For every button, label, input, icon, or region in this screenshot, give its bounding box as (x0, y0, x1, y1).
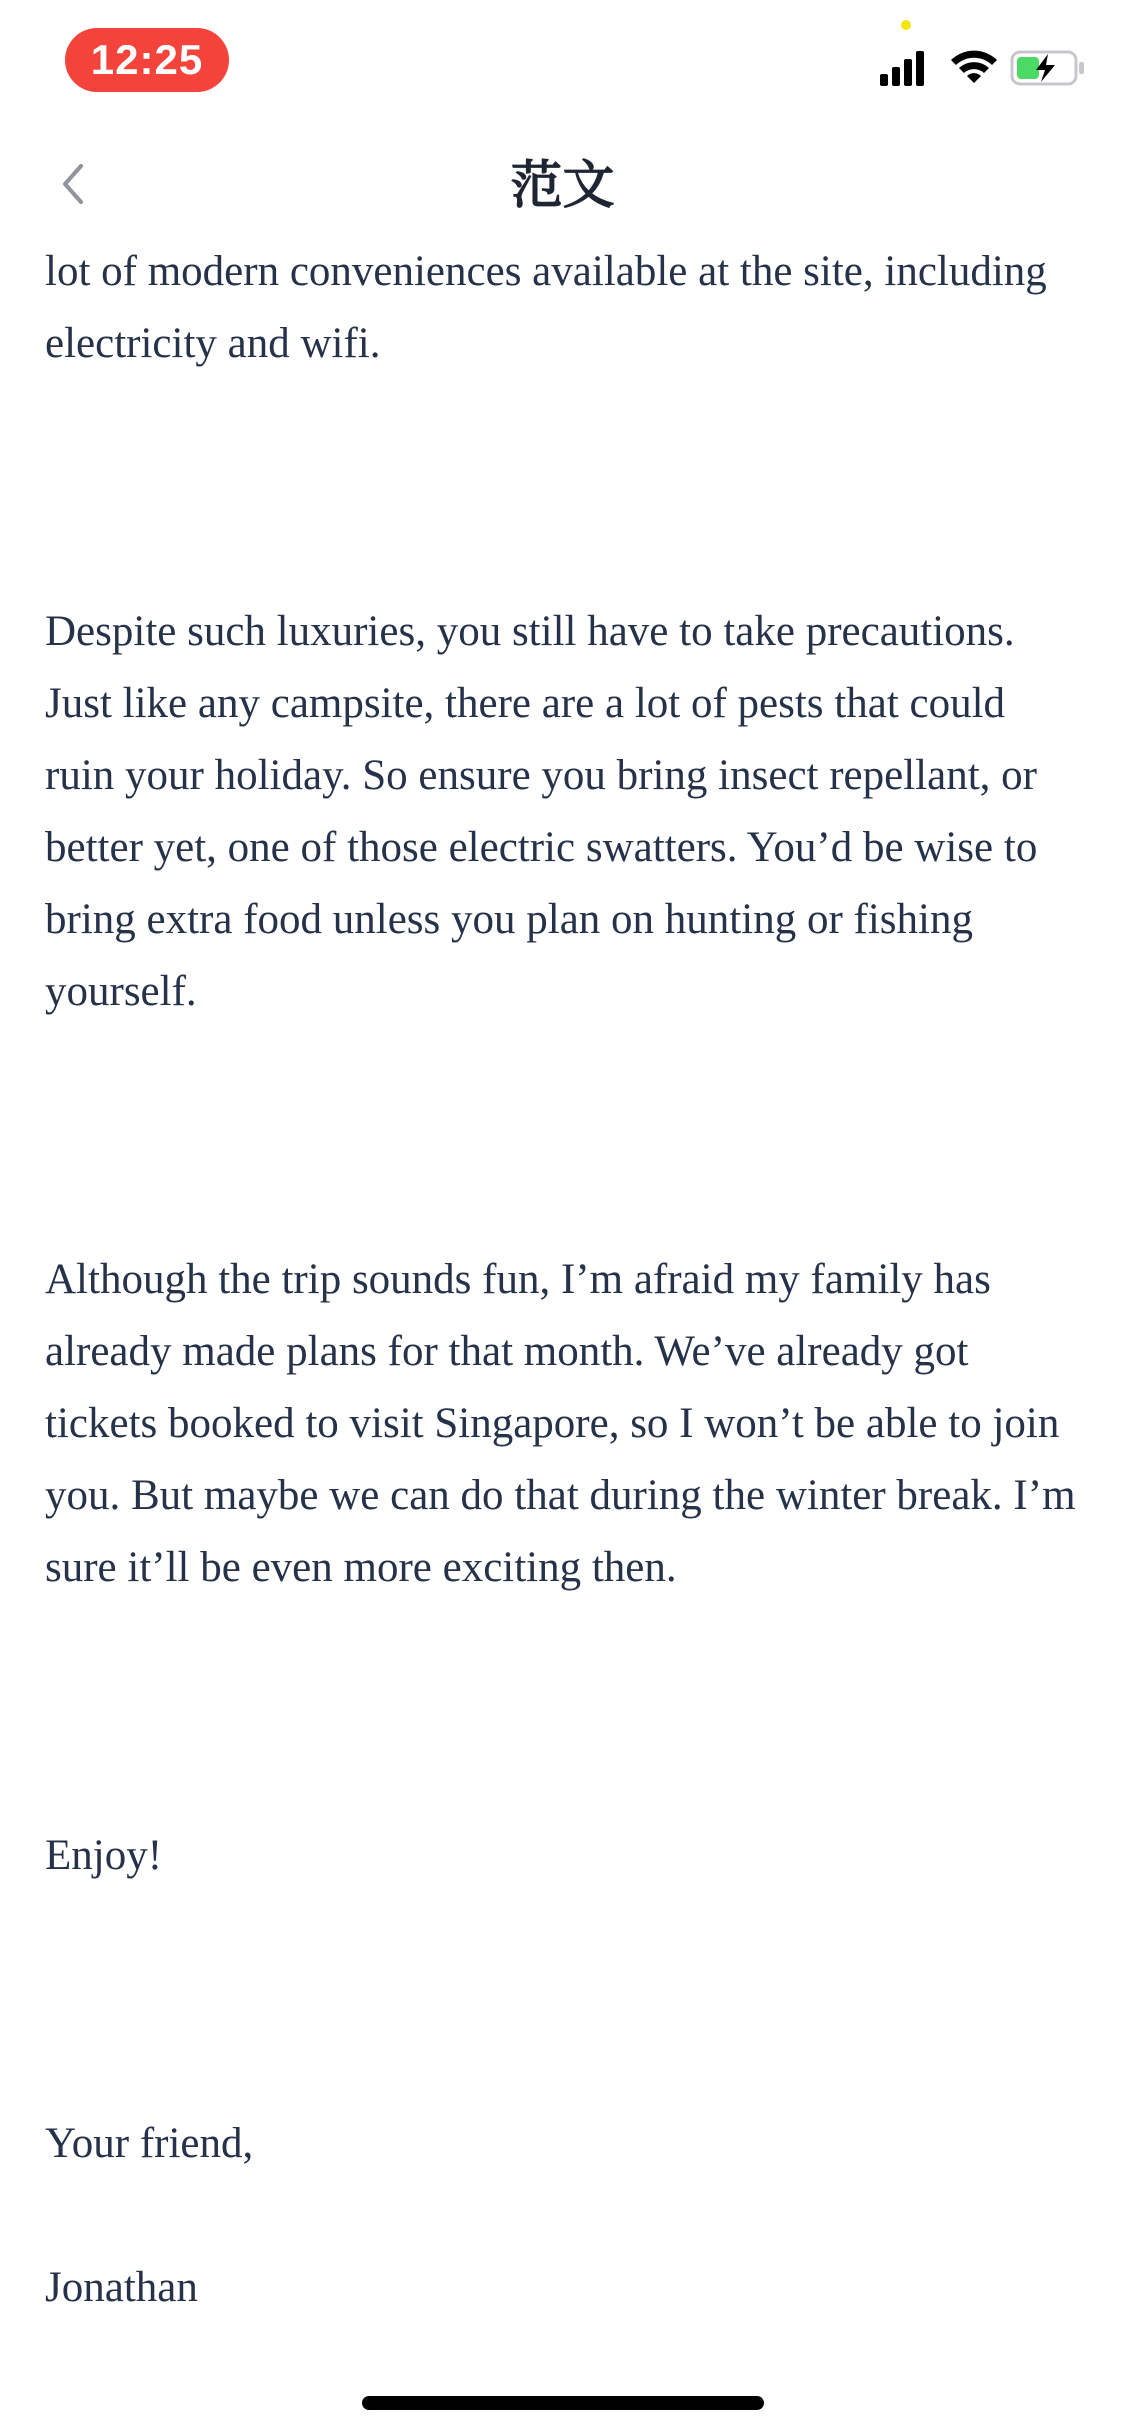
signature-name: Jonathan (45, 2264, 198, 2311)
battery-charging-icon (1010, 50, 1086, 86)
signoff-line: Your friend, (45, 2120, 254, 2167)
nav-bar (0, 130, 1125, 242)
signal-icon (880, 48, 926, 88)
article-paragraph: Despite such luxuries, you still have to take precautions. Just like any campsite, there are a lot of pests that could ruin your holiday. So ensure you bring insect repellant, or better yet, one of those electric swatters. You’d be wise to bring extra food unless you plan on hunting or fishing yourself. (45, 608, 1038, 1015)
privacy-indicator-dot (901, 20, 911, 30)
closing-line: Enjoy! (45, 1832, 163, 1879)
wifi-icon (947, 46, 1001, 86)
article-paragraph: lot of modern conveniences available at the site, including electricity and wifi. (45, 248, 1047, 367)
status-time[interactable]: 12:25 (65, 28, 229, 92)
home-indicator[interactable] (362, 2396, 764, 2410)
article-body (45, 236, 1085, 2376)
page-title: 范文 (510, 156, 615, 216)
status-bar (0, 0, 1125, 130)
article-paragraph: Although the trip sounds fun, I’m afraid my family has already made plans for that month. We’ve already got tickets booked to visit Singapore, so I won’t be able to join you. But maybe we can do that during the winter break. I’m sure it’ll be even more exciting then. (45, 1256, 1076, 1591)
